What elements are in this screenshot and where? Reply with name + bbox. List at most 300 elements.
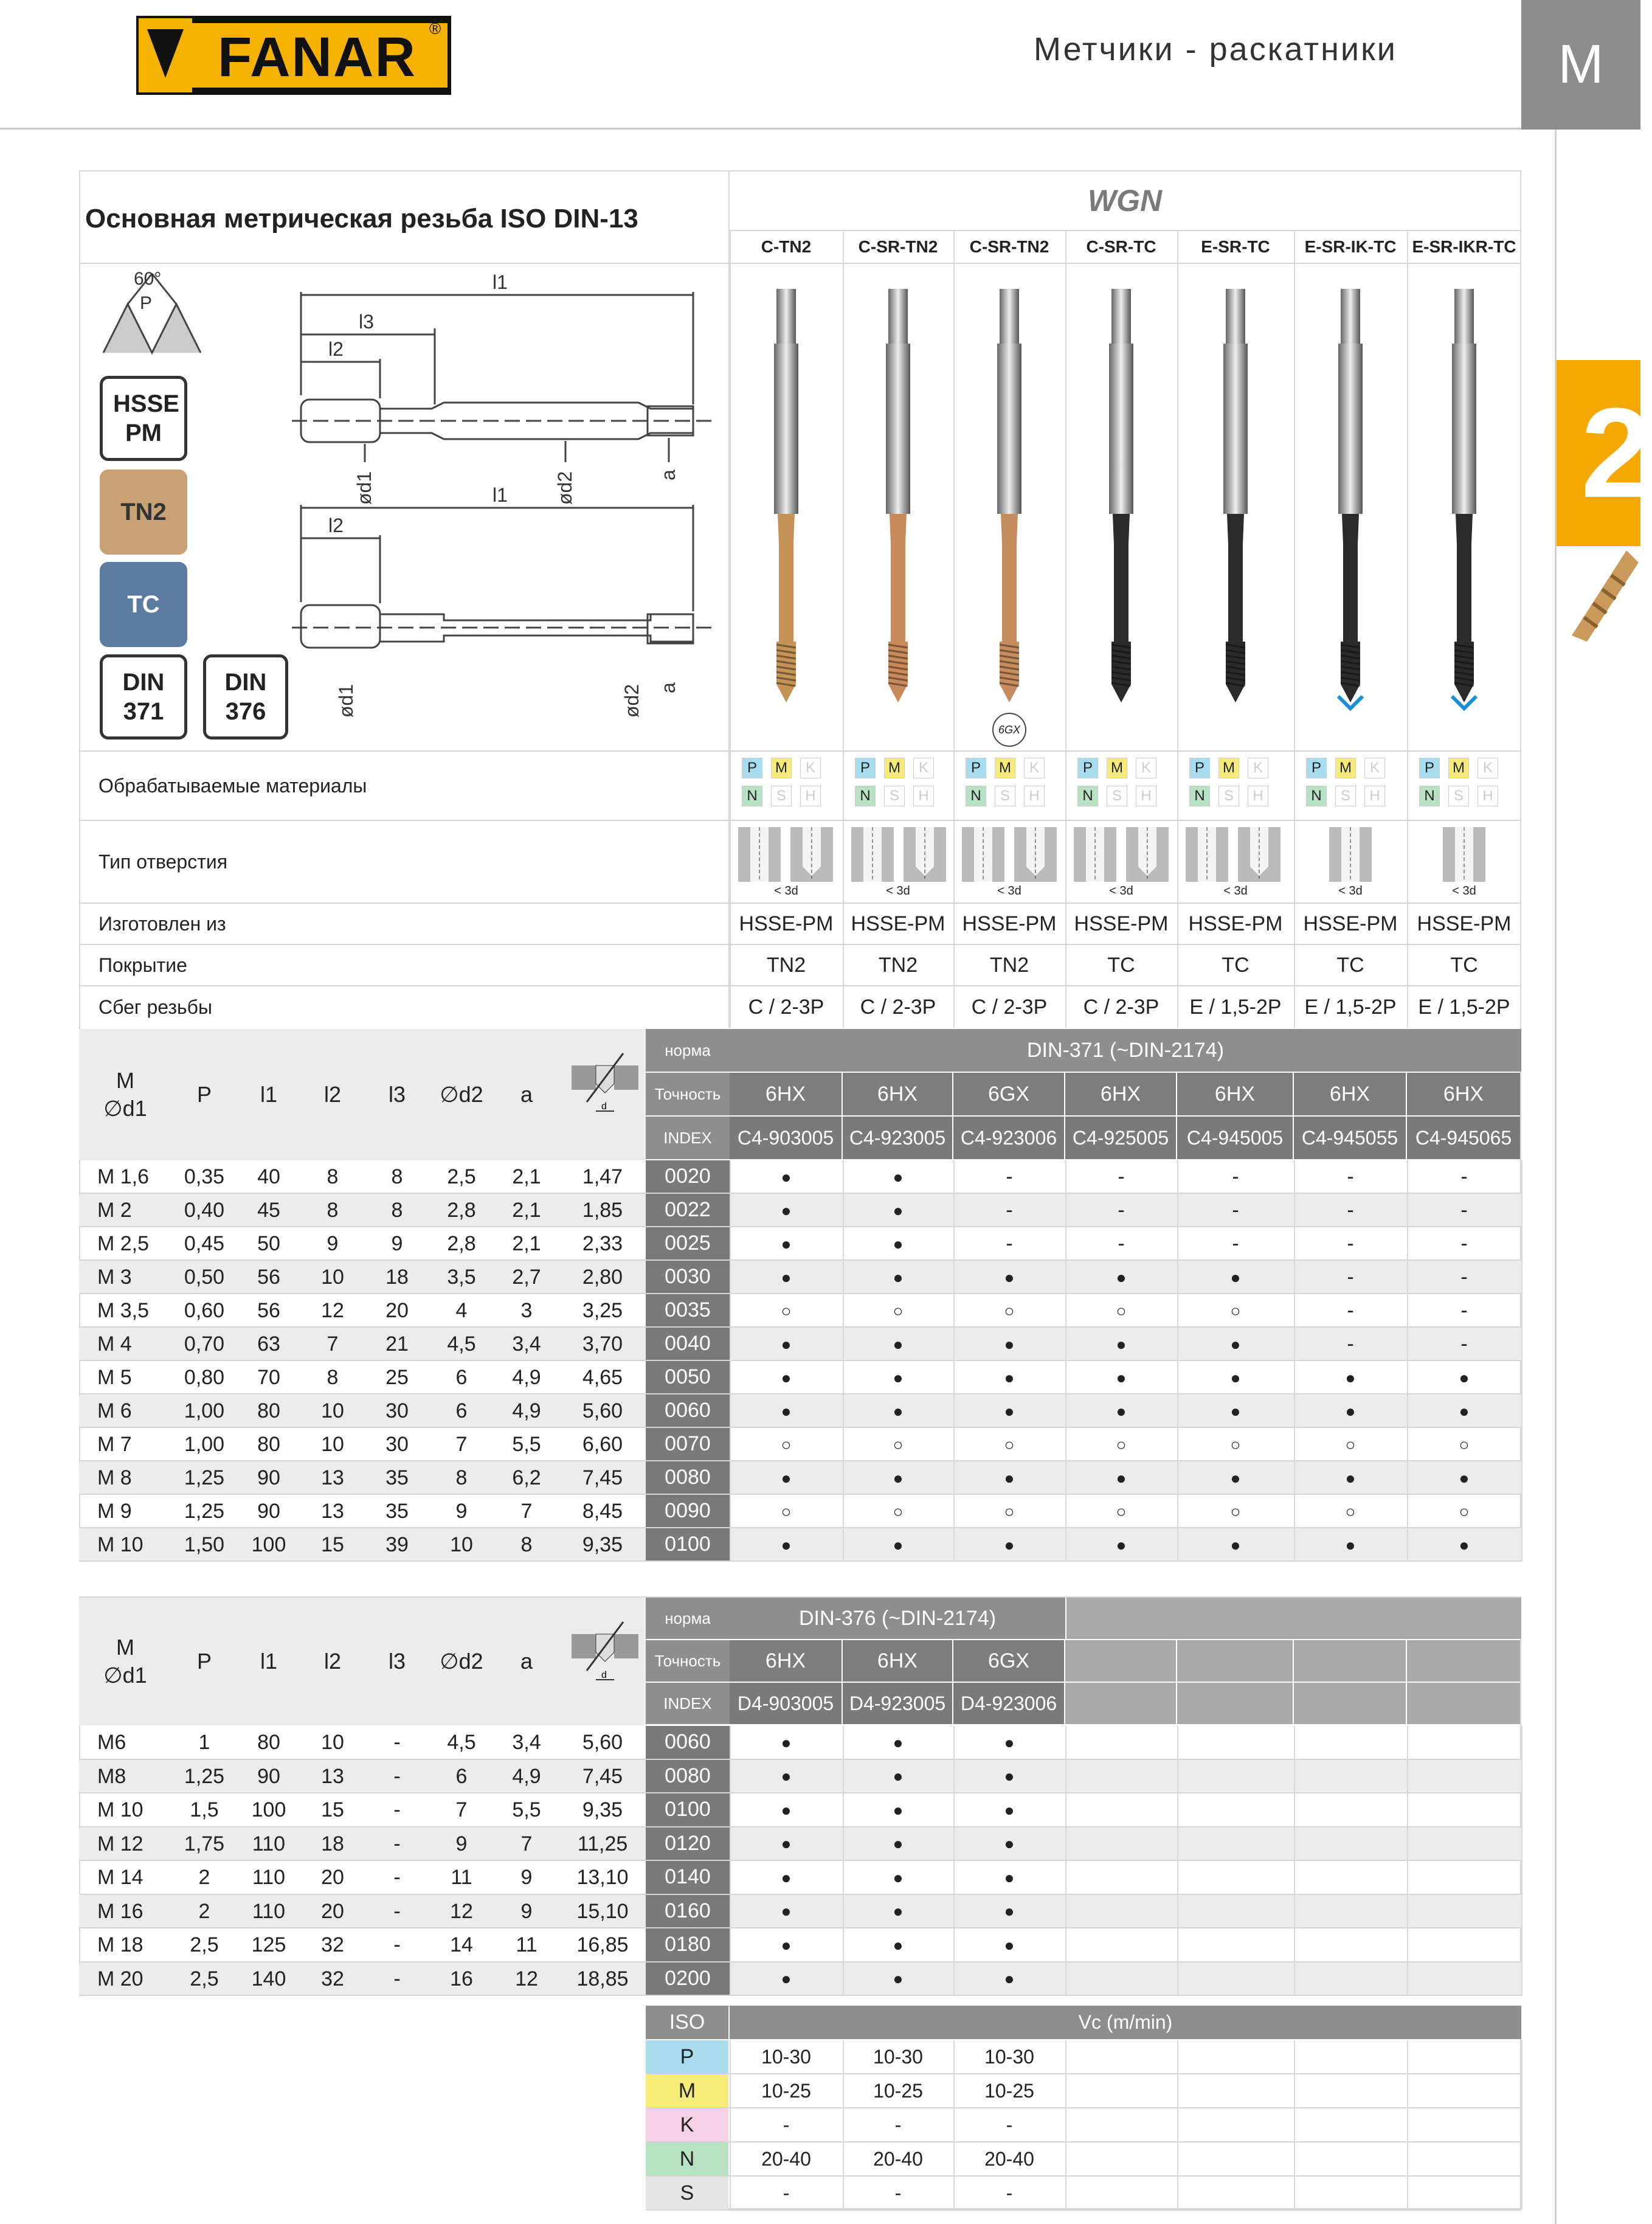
row-code: 0100 bbox=[646, 1793, 730, 1826]
table-cell: 2,8 bbox=[447, 1232, 476, 1255]
material-chip-n: N bbox=[966, 786, 986, 806]
table-cell: - bbox=[393, 1798, 401, 1822]
table-cell: 1,25 bbox=[184, 1764, 225, 1788]
availability-mark: ● bbox=[1004, 1834, 1015, 1854]
vc-value bbox=[1177, 2108, 1294, 2141]
availability-mark bbox=[1177, 1793, 1294, 1827]
material-chip-k: K bbox=[913, 758, 934, 778]
head-row-label: Точность bbox=[646, 1640, 730, 1682]
table-cell: - bbox=[393, 1764, 401, 1788]
table-cell: 5,60 bbox=[582, 1399, 623, 1422]
d1-label: ød1 bbox=[353, 471, 375, 505]
availability-mark: ○ bbox=[1230, 1502, 1241, 1521]
tap-tool-image bbox=[762, 283, 810, 721]
availability-mark: - bbox=[1460, 1199, 1468, 1222]
table-cell: M 5 bbox=[97, 1366, 132, 1389]
availability-mark: ● bbox=[781, 1334, 792, 1354]
availability-mark: ● bbox=[893, 1834, 904, 1854]
vc-material: N bbox=[646, 2143, 728, 2175]
table-cell: - bbox=[393, 1967, 401, 1990]
table-cell: 8 bbox=[327, 1199, 339, 1222]
availability-mark bbox=[1177, 1928, 1294, 1962]
availability-mark: ○ bbox=[1230, 1301, 1241, 1320]
availability-mark: - bbox=[1118, 1232, 1125, 1255]
vc-material: S bbox=[646, 2177, 728, 2209]
runout-value: C / 2-3P bbox=[860, 995, 936, 1019]
material-chip-s: S bbox=[1335, 786, 1356, 806]
availability-mark: ○ bbox=[893, 1301, 904, 1320]
material-chip-k: K bbox=[1248, 758, 1268, 778]
table-cell: 11,25 bbox=[577, 1832, 628, 1855]
svg-text:d: d bbox=[601, 1670, 607, 1680]
tap-tool-image bbox=[985, 283, 1034, 721]
availability-mark: ● bbox=[1230, 1401, 1241, 1421]
coating-value: TC bbox=[1222, 953, 1249, 977]
table-cell: 9 bbox=[520, 1866, 533, 1890]
vc-iso-head: ISO bbox=[646, 2006, 728, 2039]
availability-mark: ○ bbox=[1230, 1435, 1241, 1454]
table-cell: 0,80 bbox=[184, 1366, 225, 1389]
material-chip-n: N bbox=[1306, 786, 1327, 806]
vc-value bbox=[1294, 2177, 1407, 2209]
column-head-6: a bbox=[520, 1082, 533, 1107]
chapter-tool-icon bbox=[1560, 544, 1640, 642]
l2-label: l2 bbox=[328, 338, 344, 360]
table-cell: 4 bbox=[455, 1299, 468, 1322]
table-cell: 1,47 bbox=[582, 1165, 623, 1188]
availability-mark: ● bbox=[893, 1200, 904, 1220]
vc-value bbox=[1065, 2108, 1177, 2141]
availability-mark: ● bbox=[893, 1401, 904, 1421]
head-row-label: Точность bbox=[646, 1073, 730, 1115]
accuracy-value: 6HX bbox=[730, 1640, 842, 1682]
material-chip-k: K bbox=[800, 758, 821, 778]
col-line bbox=[1407, 1160, 1408, 1562]
table-cell: 13 bbox=[321, 1466, 344, 1489]
accuracy-value: 6HX bbox=[1065, 1073, 1176, 1115]
row-code: 0140 bbox=[646, 1861, 730, 1894]
table-cell: M 14 bbox=[97, 1866, 143, 1890]
tap-tool-image bbox=[1326, 283, 1375, 721]
availability-mark bbox=[1294, 1760, 1407, 1794]
availability-mark: - bbox=[1460, 1266, 1468, 1289]
pitch-label: P bbox=[140, 293, 153, 313]
table-cell: 9 bbox=[520, 1899, 533, 1923]
availability-mark bbox=[1294, 1928, 1407, 1962]
table-cell: M 7 bbox=[97, 1433, 132, 1456]
availability-mark: ● bbox=[1116, 1401, 1127, 1421]
availability-mark bbox=[1407, 1827, 1521, 1862]
index-value: C4-923006 bbox=[953, 1117, 1064, 1159]
accuracy-value: 6GX bbox=[953, 1073, 1064, 1115]
material-chip-n: N bbox=[855, 786, 876, 806]
availability-mark: - bbox=[1232, 1199, 1239, 1222]
fanar-logo bbox=[136, 16, 451, 95]
table-cell: 9 bbox=[455, 1500, 468, 1523]
availability-mark: ○ bbox=[1004, 1502, 1015, 1521]
availability-mark: ● bbox=[781, 1969, 792, 1989]
accuracy-value: 6HX bbox=[730, 1073, 842, 1115]
vc-value bbox=[1407, 2074, 1521, 2107]
table-cell: M 1,6 bbox=[97, 1165, 150, 1188]
availability-mark: - bbox=[1347, 1232, 1354, 1255]
availability-mark: ● bbox=[1345, 1368, 1356, 1387]
column-head-0: M ∅d1 bbox=[103, 1068, 147, 1121]
material-chip-k: K bbox=[1364, 758, 1385, 778]
vc-value: - bbox=[1006, 2181, 1013, 2204]
table-cell: M 2,5 bbox=[97, 1232, 150, 1255]
index-value: D4-923005 bbox=[843, 1683, 952, 1724]
column-head-2: l1 bbox=[260, 1082, 278, 1107]
row-code: 0020 bbox=[646, 1160, 730, 1193]
material-chip-m: M bbox=[771, 758, 792, 778]
vc-value bbox=[1065, 2040, 1177, 2073]
availability-mark: ● bbox=[781, 1535, 792, 1554]
table-cell: 1,50 bbox=[184, 1533, 225, 1556]
tap-tool-image bbox=[1211, 283, 1260, 721]
accuracy-value: 6HX bbox=[843, 1640, 952, 1682]
availability-mark bbox=[1177, 1895, 1294, 1929]
table-cell: 2,5 bbox=[190, 1967, 219, 1990]
vc-col-line bbox=[843, 2040, 844, 2209]
availability-mark bbox=[1177, 1760, 1294, 1794]
table-cell: 1 bbox=[198, 1731, 210, 1755]
availability-mark bbox=[1294, 1827, 1407, 1862]
accuracy-value: 6GX bbox=[953, 1640, 1064, 1682]
availability-mark: ○ bbox=[781, 1502, 792, 1521]
availability-mark bbox=[1065, 1793, 1177, 1827]
column-head-1: P bbox=[196, 1082, 212, 1107]
material-chip-k: K bbox=[1136, 758, 1156, 778]
availability-mark bbox=[1065, 1827, 1177, 1862]
vc-value: - bbox=[783, 2181, 790, 2204]
availability-mark: ● bbox=[1116, 1267, 1127, 1287]
vc-col-line bbox=[1521, 2040, 1522, 2209]
materials-label: Обрабатываемые материалы bbox=[98, 774, 367, 797]
table-cell: 7 bbox=[327, 1332, 339, 1356]
availability-mark: - bbox=[1347, 1332, 1354, 1356]
blind-hole-icon bbox=[904, 827, 946, 882]
availability-mark: - bbox=[1460, 1165, 1468, 1188]
column-head-2: l1 bbox=[260, 1649, 278, 1674]
table-cell: 3 bbox=[520, 1299, 533, 1322]
table-cell: 3,5 bbox=[447, 1266, 476, 1289]
l1-label-2: l1 bbox=[492, 484, 508, 506]
d2-label-2: ød2 bbox=[621, 684, 643, 718]
col-line bbox=[843, 1160, 844, 1562]
table-cell: 100 bbox=[251, 1533, 286, 1556]
vc-value: 10-25 bbox=[873, 2079, 923, 2102]
availability-mark: - bbox=[1347, 1266, 1354, 1289]
availability-mark bbox=[1407, 1895, 1521, 1929]
material-chip-s: S bbox=[1218, 786, 1239, 806]
hole-depth-label: < 3d bbox=[886, 884, 910, 898]
table-cell: 30 bbox=[385, 1433, 409, 1456]
vc-col-line bbox=[1065, 2040, 1066, 2209]
table-cell: 1,25 bbox=[184, 1466, 225, 1489]
table-cell: 7 bbox=[455, 1433, 468, 1456]
head-row-label: норма bbox=[646, 1598, 730, 1639]
table-cell: 18,85 bbox=[576, 1967, 629, 1990]
table-cell: 4,5 bbox=[447, 1332, 476, 1356]
availability-mark: ● bbox=[1116, 1334, 1127, 1354]
availability-mark bbox=[1065, 1861, 1177, 1895]
availability-mark bbox=[1294, 1793, 1407, 1827]
index-value: C4-903005 bbox=[730, 1117, 842, 1159]
table-cell: 12 bbox=[321, 1299, 344, 1322]
vc-value bbox=[1177, 2074, 1294, 2107]
material-chip-m: M bbox=[1107, 758, 1127, 778]
section-tab: M bbox=[1521, 0, 1640, 130]
table-cell: 9 bbox=[327, 1232, 339, 1255]
vc-material: K bbox=[646, 2108, 728, 2141]
table-cell: 90 bbox=[257, 1466, 280, 1489]
norm-empty bbox=[1066, 1598, 1521, 1639]
row-code: 0120 bbox=[646, 1827, 730, 1860]
vc-value: 10-25 bbox=[984, 2079, 1034, 2102]
blind-hole-icon bbox=[790, 827, 833, 882]
accuracy-value: 6HX bbox=[1177, 1073, 1293, 1115]
index-value: D4-923006 bbox=[953, 1683, 1064, 1724]
tolerance-badge: 6GX bbox=[992, 713, 1026, 747]
availability-mark: - bbox=[1347, 1165, 1354, 1188]
coating-value: TC bbox=[1107, 953, 1135, 977]
made-of-label: Изготовлен из bbox=[98, 912, 226, 935]
table-cell: M 3 bbox=[97, 1266, 132, 1289]
table-cell: 9 bbox=[455, 1832, 468, 1855]
table-cell: 20 bbox=[385, 1299, 409, 1322]
tn2-box: TN2 bbox=[100, 469, 187, 555]
material-chip-n: N bbox=[1419, 786, 1440, 806]
availability-mark: ○ bbox=[781, 1435, 792, 1454]
row-code: 0025 bbox=[646, 1227, 730, 1259]
coating-value: TN2 bbox=[989, 953, 1029, 977]
tc-box: TC bbox=[100, 562, 187, 647]
material-chip-m: M bbox=[995, 758, 1015, 778]
through-hole-icon bbox=[851, 827, 894, 882]
material-chip-n: N bbox=[1077, 786, 1098, 806]
column-header: C-SR-TN2 bbox=[969, 237, 1049, 256]
column-header: E-SR-TC bbox=[1201, 237, 1270, 256]
runout-value: C / 2-3P bbox=[1083, 995, 1160, 1019]
vc-value bbox=[1294, 2074, 1407, 2107]
runout-label: Сбег резьбы bbox=[98, 996, 212, 1018]
availability-mark: ● bbox=[781, 1868, 792, 1887]
table-cell: 32 bbox=[321, 1933, 344, 1957]
table-cell: 125 bbox=[251, 1933, 286, 1957]
table-cell: - bbox=[393, 1731, 401, 1755]
availability-mark: ● bbox=[1230, 1267, 1241, 1287]
vc-value bbox=[1294, 2143, 1407, 2175]
a-label: a bbox=[657, 469, 679, 480]
index-empty bbox=[1065, 1683, 1176, 1724]
table-cell: 12 bbox=[450, 1899, 473, 1923]
availability-mark: ● bbox=[1004, 1800, 1015, 1820]
col-line bbox=[1521, 1160, 1522, 1562]
material-chip-h: H bbox=[800, 786, 821, 806]
column-head-3: l2 bbox=[323, 1649, 342, 1674]
table-cell: 2,33 bbox=[582, 1232, 623, 1255]
availability-mark: - bbox=[1232, 1232, 1239, 1255]
table-cell: 80 bbox=[257, 1399, 280, 1422]
through-hole-icon bbox=[1186, 827, 1228, 882]
table-cell: 5,5 bbox=[512, 1798, 541, 1822]
availability-mark bbox=[1065, 1726, 1177, 1760]
table-cell: 0,50 bbox=[184, 1266, 225, 1289]
availability-mark bbox=[1065, 1928, 1177, 1962]
material-chip-k: K bbox=[1477, 758, 1498, 778]
material-chip-s: S bbox=[884, 786, 905, 806]
availability-mark: - bbox=[1006, 1199, 1013, 1222]
vc-value bbox=[1177, 2143, 1294, 2175]
table-cell: 8 bbox=[391, 1165, 403, 1188]
vc-value: - bbox=[894, 2181, 902, 2204]
through-hole-icon bbox=[1329, 827, 1372, 882]
vc-value: 10-30 bbox=[984, 2045, 1034, 2068]
hole-depth-label: < 3d bbox=[1109, 884, 1133, 898]
availability-mark: ● bbox=[1004, 1733, 1015, 1752]
index-value: C4-945005 bbox=[1177, 1117, 1293, 1159]
accuracy-empty bbox=[1407, 1640, 1520, 1682]
table-cell: 4,9 bbox=[512, 1366, 541, 1389]
material-chip-h: H bbox=[1364, 786, 1385, 806]
page-divider bbox=[1555, 130, 1557, 2224]
col-line bbox=[1407, 1726, 1408, 1996]
col-line bbox=[1521, 1726, 1522, 1996]
table-cell: 8 bbox=[455, 1466, 468, 1489]
column-header: E-SR-IKR-TC bbox=[1412, 237, 1516, 256]
availability-mark: ● bbox=[1345, 1401, 1356, 1421]
availability-mark: ● bbox=[1116, 1368, 1127, 1387]
availability-mark: - bbox=[1347, 1299, 1354, 1322]
table-cell: 2,1 bbox=[512, 1232, 541, 1255]
availability-mark bbox=[1294, 1861, 1407, 1895]
row-code: 0080 bbox=[646, 1760, 730, 1793]
table-cell: 3,4 bbox=[512, 1332, 541, 1356]
availability-mark: ● bbox=[893, 1935, 904, 1955]
table-cell: 0,60 bbox=[184, 1299, 225, 1322]
vc-value bbox=[1065, 2177, 1177, 2209]
page-title: Метчики - раскатники bbox=[1034, 31, 1397, 68]
norm-value: DIN-376 (~DIN-2174) bbox=[730, 1598, 1065, 1639]
coating-value: TC bbox=[1336, 953, 1364, 977]
material-chip-k: K bbox=[1024, 758, 1045, 778]
index-value: D4-903005 bbox=[730, 1683, 842, 1724]
table-cell: 21 bbox=[385, 1332, 409, 1356]
hole-depth-label: < 3d bbox=[1223, 884, 1248, 898]
material-chip-p: P bbox=[966, 758, 986, 778]
availability-mark bbox=[1407, 1861, 1521, 1895]
availability-mark bbox=[1177, 1827, 1294, 1862]
hole-depth-label: < 3d bbox=[1452, 884, 1476, 898]
table-cell: 14 bbox=[450, 1933, 473, 1957]
table-cell: 9 bbox=[391, 1232, 403, 1255]
vc-value: 10-30 bbox=[873, 2045, 923, 2068]
vc-col-line bbox=[1407, 2040, 1408, 2209]
table-cell: 0,45 bbox=[184, 1232, 225, 1255]
table-cell: 0,40 bbox=[184, 1199, 225, 1222]
vc-value bbox=[1407, 2108, 1521, 2141]
table-cell: 6,2 bbox=[512, 1466, 541, 1489]
availability-mark: ● bbox=[1230, 1535, 1241, 1554]
col-line bbox=[1177, 1160, 1178, 1562]
table-cell: M 9 bbox=[97, 1500, 132, 1523]
table-cell: 1,75 bbox=[184, 1832, 225, 1855]
table-cell: 32 bbox=[321, 1967, 344, 1990]
col-line bbox=[1294, 1726, 1295, 1996]
table-cell: 6 bbox=[455, 1399, 468, 1422]
angle-label: 60° bbox=[134, 269, 162, 289]
col-line bbox=[730, 1160, 731, 1562]
material-chip-s: S bbox=[1448, 786, 1469, 806]
accuracy-empty bbox=[1065, 1640, 1176, 1682]
availability-mark: ● bbox=[1004, 1334, 1015, 1354]
table-cell: M 4 bbox=[97, 1332, 132, 1356]
material-chip-m: M bbox=[1335, 758, 1356, 778]
table-cell: M 8 bbox=[97, 1466, 132, 1489]
availability-mark bbox=[1294, 1962, 1407, 1997]
vc-material: P bbox=[646, 2040, 728, 2073]
row-code: 0200 bbox=[646, 1962, 730, 1995]
material-chip-n: N bbox=[742, 786, 762, 806]
table-cell: 16 bbox=[450, 1967, 473, 1990]
material-chip-h: H bbox=[913, 786, 934, 806]
table-cell: 16,85 bbox=[576, 1933, 629, 1957]
availability-mark: ● bbox=[1345, 1468, 1356, 1488]
a-label-2: a bbox=[657, 682, 679, 693]
availability-mark: ○ bbox=[893, 1502, 904, 1521]
table1-title: Основная метрическая резьба ISO DIN-13 bbox=[85, 204, 638, 234]
din371-box: DIN 371 bbox=[100, 654, 187, 740]
availability-mark: ● bbox=[781, 1368, 792, 1387]
vc-value: - bbox=[783, 2113, 790, 2136]
vc-value bbox=[1407, 2177, 1521, 2209]
accuracy-empty bbox=[1177, 1640, 1293, 1682]
table-cell: 4,9 bbox=[512, 1399, 541, 1422]
availability-mark bbox=[1065, 1760, 1177, 1794]
runout-value: E / 1,5-2P bbox=[1304, 995, 1397, 1019]
availability-mark: ● bbox=[1116, 1468, 1127, 1488]
table-cell: 1,25 bbox=[184, 1500, 225, 1523]
table-cell: 7 bbox=[455, 1798, 468, 1822]
index-empty bbox=[1407, 1683, 1520, 1724]
row-code: 0060 bbox=[646, 1726, 730, 1759]
availability-mark: ● bbox=[1459, 1368, 1470, 1387]
table-cell: M 10 bbox=[97, 1798, 143, 1822]
row-code: 0070 bbox=[646, 1428, 730, 1460]
availability-mark: ● bbox=[893, 1767, 904, 1786]
table-cell: 18 bbox=[385, 1266, 409, 1289]
accuracy-value: 6HX bbox=[1407, 1073, 1520, 1115]
group-label: WGN bbox=[1087, 184, 1163, 218]
vc-value: 20-40 bbox=[984, 2147, 1034, 2170]
availability-mark: ● bbox=[1004, 1267, 1015, 1287]
availability-mark: ○ bbox=[893, 1435, 904, 1454]
vc-value bbox=[1407, 2143, 1521, 2175]
availability-mark: ○ bbox=[781, 1301, 792, 1320]
availability-mark: - bbox=[1232, 1165, 1239, 1188]
made-of-value: HSSE-PM bbox=[1188, 912, 1283, 935]
col-line bbox=[730, 1726, 731, 1996]
table-cell: M6 bbox=[97, 1731, 126, 1755]
table-cell: 1,00 bbox=[184, 1433, 225, 1456]
vc-value bbox=[1177, 2040, 1294, 2073]
index-value: C4-945055 bbox=[1294, 1117, 1406, 1159]
availability-mark: ● bbox=[781, 1733, 792, 1752]
availability-mark: - bbox=[1460, 1299, 1468, 1322]
availability-mark bbox=[1407, 1793, 1521, 1827]
vc-value bbox=[1407, 2040, 1521, 2073]
